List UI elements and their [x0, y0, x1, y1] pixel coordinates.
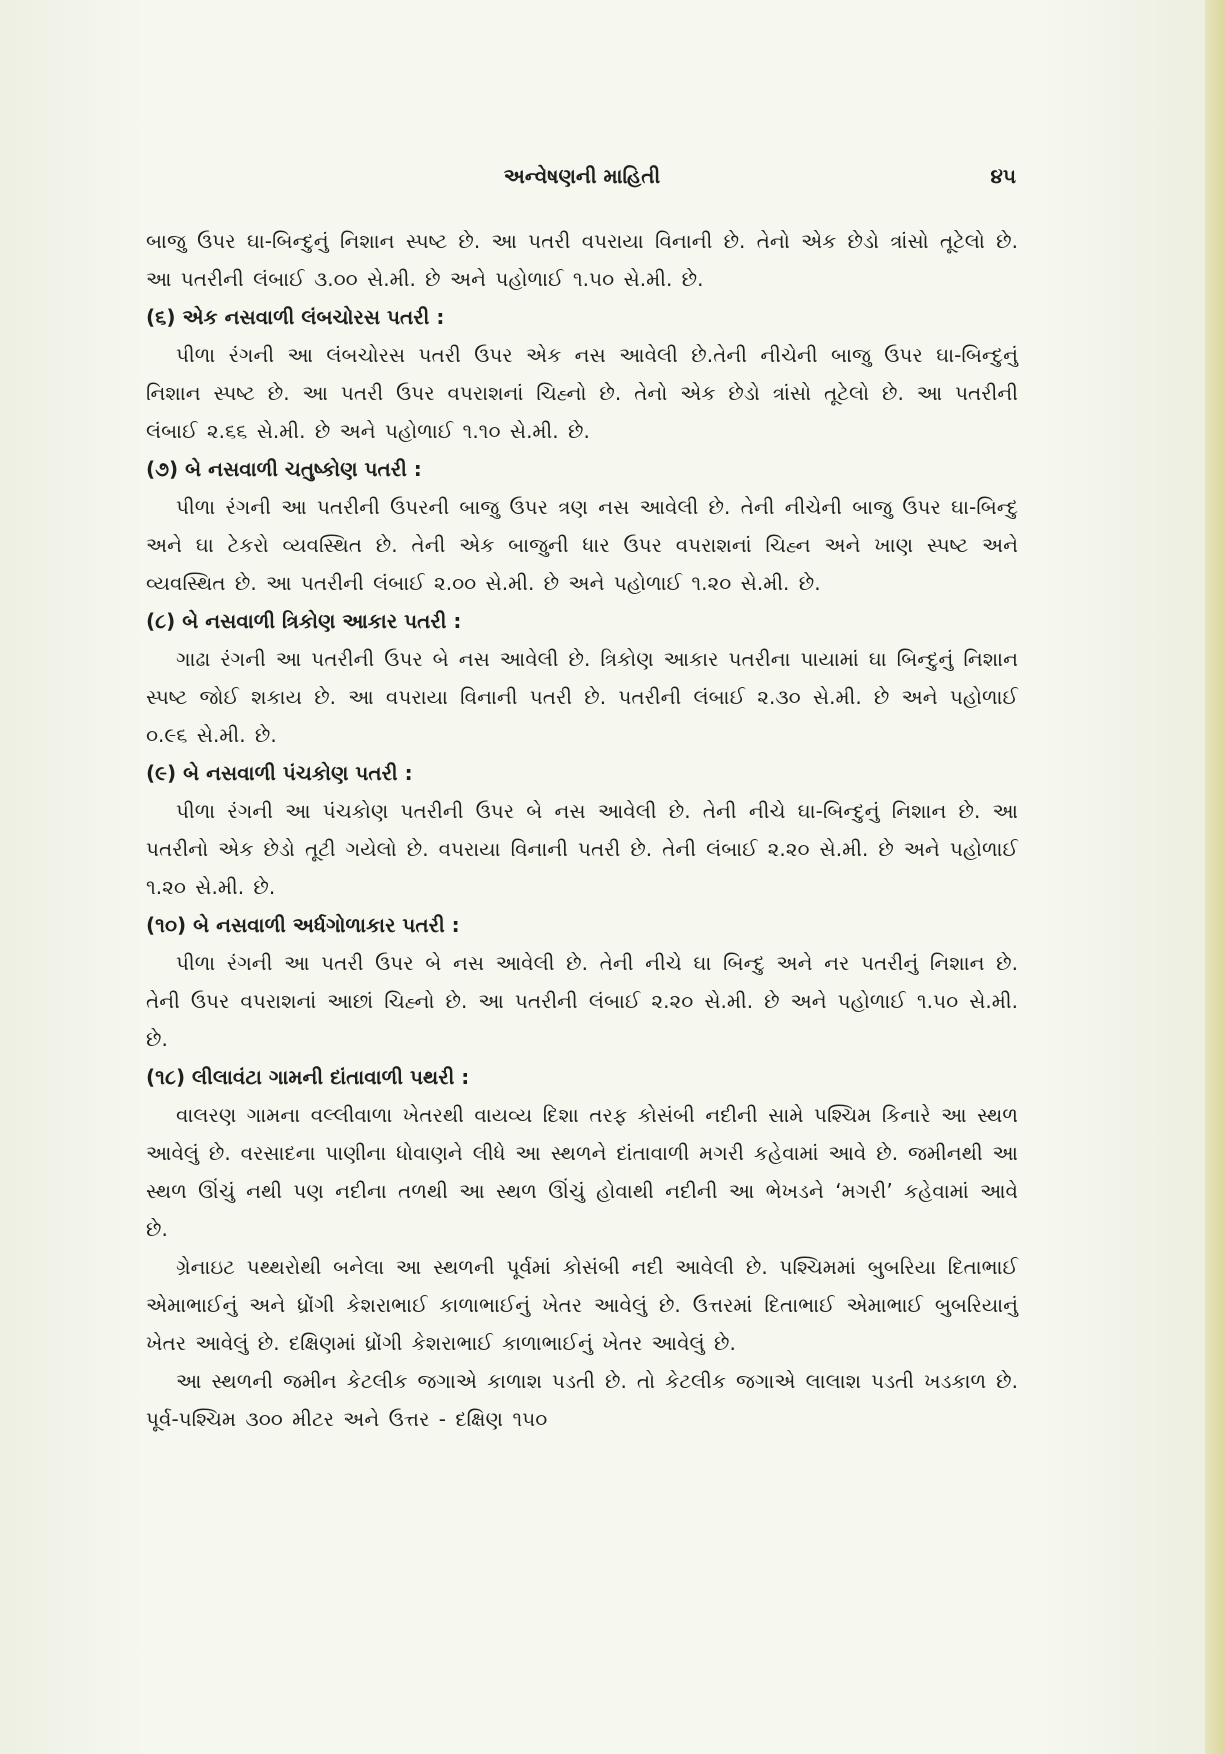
section-heading: (૭) બે નસવાળી ચતુષ્કોણ પતરી :: [146, 457, 422, 481]
paragraph: બાજુ ઉપર ઘા-બિન્દુનું નિશાન સ્પષ્ટ છે. આ પતરી વપરાયા વિનાની છે. તેનો એક છેડો ત્રાંસો તૂટેલો છે. આ પતરીની લંબાઈ ૩.૦૦ સે.મી. છે અને પહોળાઈ ૧.૫૦ સે.મી. છે.: [146, 229, 1018, 291]
paragraph: પીળા રંગની આ પંચકોણ પતરીની ઉપર બે નસ આવેલી છે. તેની નીચે ઘા-બિન્દુનું નિશાન છે. આ પતરીનો એક છેડો તૂટી ગયેલો છે. વપરાયા વિનાની પતરી છે. તેની લંબાઈ ૨.૨૦ સે.મી. છે અને પહોળાઈ ૧.૨૦ સે.મી. છે.: [146, 799, 1018, 899]
page-body: [146, 222, 1018, 1438]
paragraph: ગાઢા રંગની આ પતરીની ઉપર બે નસ આવેલી છે. ત્રિકોણ આકાર પતરીના પાયામાં ઘા બિન્દુનું નિશાન સ્પષ્ટ જોઈ શકાય છે. આ વપરાયા વિનાની પતરી છે. પતરીની લંબાઈ ૨.૩૦ સે.મી. છે અને પહોળાઈ ૦.૯૬ સે.મી. છે.: [146, 647, 1018, 747]
section-heading: (૧૦) બે નસવાળી અર્ધગોળાકાર પતરી :: [146, 913, 460, 937]
section-heading: (૬) એક નસવાળી લંબચોરસ પતરી :: [146, 305, 445, 329]
section-heading: (૧૮) લીલાવંટા ગામની દાંતાવાળી પથરી :: [146, 1065, 470, 1089]
running-header: [148, 160, 1016, 194]
section-heading: (૮) બે નસવાળી ત્રિકોણ આકાર પતરી :: [146, 609, 462, 633]
page-number: ૪૫: [990, 164, 1016, 188]
paragraph: પીળા રંગની આ પતરીની ઉપરની બાજુ ઉપર ત્રણ નસ આવેલી છે. તેની નીચેની બાજુ ઉપર ઘા-બિન્દુ અને ઘા ટેકરો વ્યવસ્થિત છે. તેની એક બાજુની ધાર ઉપર વપરાશનાં ચિહ્ન અને ખાણ સ્પષ્ટ અને વ્યવસ્થિત છે. આ પતરીની લંબાઈ ૨.૦૦ સે.મી. છે અને પહોળાઈ ૧.૨૦ સે.મી. છે.: [146, 495, 1018, 595]
paragraph: ગ્રેનાઇટ પથ્થરોથી બનેલા આ સ્થળની પૂર્વમાં કોસંબી નદી આવેલી છે. પશ્ચિમમાં બુબરિયા દિતાભાઈ એમાભાઈનું અને ધ્રોંગી કેશરાભાઈ કાળાભાઈનું ખેતર આવેલું છે. ઉત્તરમાં દિતાભાઈ એમાભાઈ બુબરિયાનું ખેતર આવેલું છે. દક્ષિણમાં ધ્રોંગી કેશરાભાઈ કાળાભાઈનું ખેતર આવેલું છે.: [146, 1255, 1018, 1355]
page-edge: [1205, 0, 1225, 1754]
running-title: અન્વેષણની માહિતી: [503, 164, 661, 188]
section-heading: (૯) બે નસવાળી પંચકોણ પતરી :: [146, 761, 413, 785]
paragraph: પીળા રંગની આ લંબચોરસ પતરી ઉપર એક નસ આવેલી છે.તેની નીચેની બાજુ ઉપર ઘા-બિન્દુનું નિશાન સ્પષ્ટ છે. આ પતરી ઉપર વપરાશનાં ચિહ્નો છે. તેનો એક છેડો ત્રાંસો તૂટેલો છે. આ પતરીની લંબાઈ ૨.૬૬ સે.મી. છે અને પહોળાઈ ૧.૧૦ સે.મી. છે.: [146, 343, 1018, 443]
paragraph: વાલરણ ગામના વલ્લીવાળા ખેતરથી વાયવ્ય દિશા તરફ કોસંબી નદીની સામે પશ્ચિમ કિનારે આ સ્થળ આવેલું છે. વરસાદના પાણીના ધોવાણને લીધે આ સ્થળને દાંતાવાળી મગરી કહેવામાં આવે છે. જમીનથી આ સ્થળ ઊંચું નથી પણ નદીના તળથી આ સ્થળ ઊંચું હોવાથી નદીની આ ભેખડને ‘મગરી’ કહેવામાં આવે છે.: [146, 1103, 1018, 1241]
paragraph: આ સ્થળની જમીન કેટલીક જગાએ કાળાશ પડતી છે. તો કેટલીક જગાએ લાલાશ પડતી ખડકાળ છે. પૂર્વ-પશ્ચિમ ૩૦૦ મીટર અને ઉત્તર - દક્ષિણ ૧૫૦: [146, 1369, 1018, 1431]
paragraph: પીળા રંગની આ પતરી ઉપર બે નસ આવેલી છે. તેની નીચે ઘા બિન્દુ અને નર પતરીનું નિશાન છે. તેની ઉપર વપરાશનાં આછાં ચિહ્નો છે. આ પતરીની લંબાઈ ૨.૨૦ સે.મી. છે અને પહોળાઈ ૧.૫૦ સે.મી. છે.: [146, 951, 1018, 1051]
